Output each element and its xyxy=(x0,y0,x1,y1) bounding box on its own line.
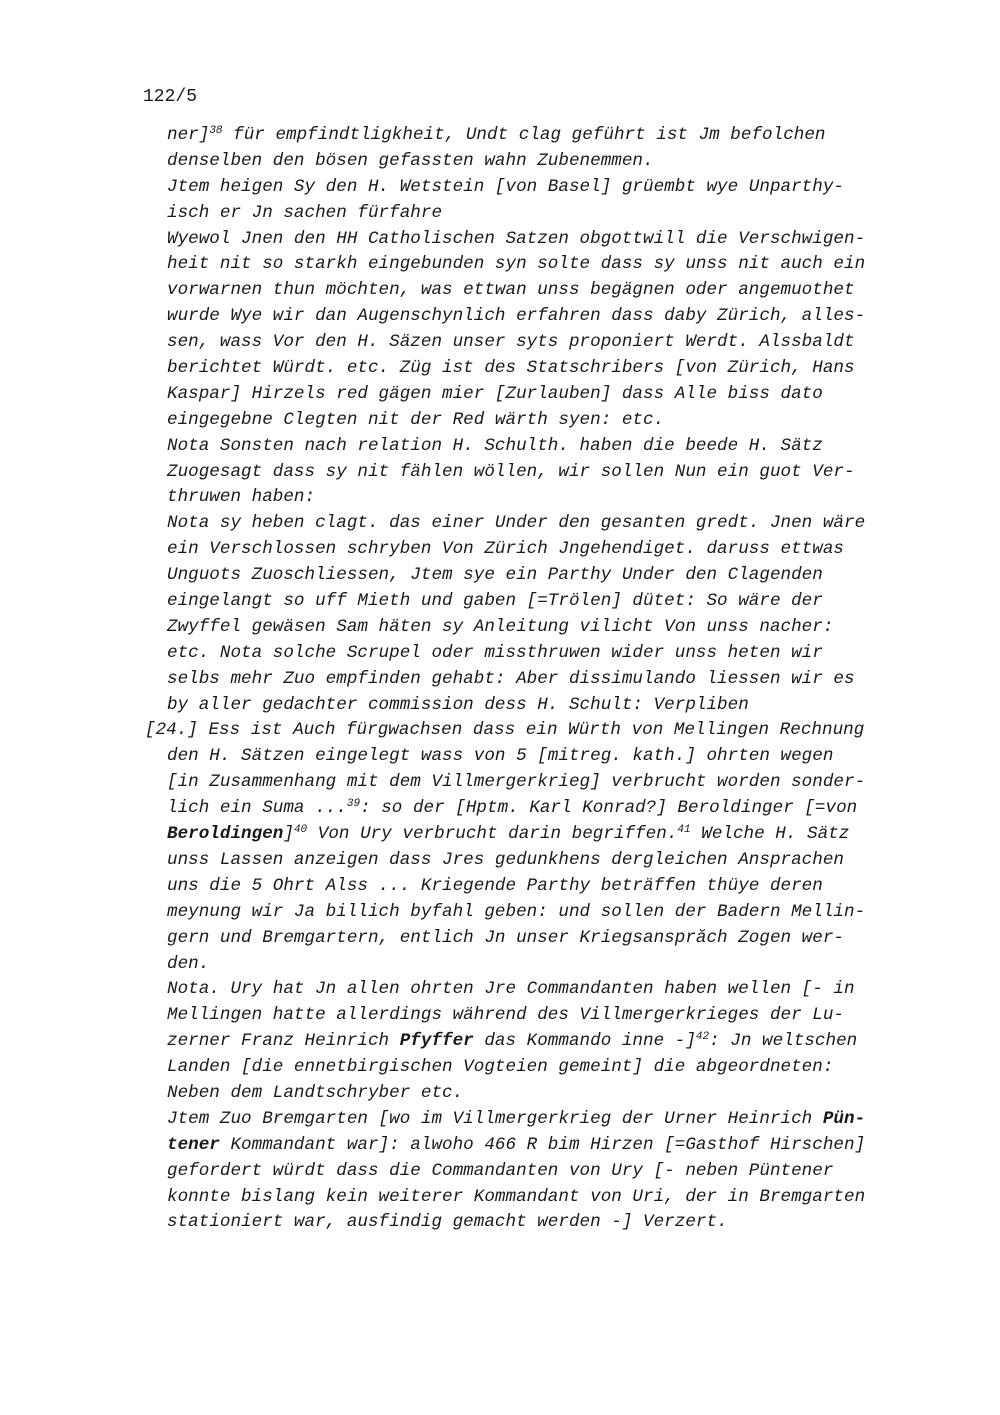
text-segment: by aller gedachter commission dess H. Schult: Verpliben xyxy=(167,694,749,715)
text-line xyxy=(167,252,927,278)
text-line xyxy=(167,693,927,719)
text-segment: ] xyxy=(283,824,294,845)
text-line xyxy=(167,770,927,796)
text-line xyxy=(167,848,927,874)
text-segment: sen, wass Vor den H. Säzen unser syts proponiert Werdt. Alssbaldt xyxy=(167,332,855,353)
text-segment: heit nit so starkh eingebunden syn solte dass sy unss nit auch ein xyxy=(167,254,866,275)
text-segment: Neben dem Landtschryber etc. xyxy=(167,1082,464,1103)
text-line xyxy=(167,149,927,175)
text-line xyxy=(167,1210,927,1236)
text-segment: eingegebne Clegten nit der Red wärth syen: etc. xyxy=(167,409,665,430)
page-number: 122/5 xyxy=(143,87,198,107)
text-segment: isch er Jn sachen fürfahre xyxy=(167,202,443,223)
text-line xyxy=(167,511,927,537)
text-segment: gern und Bremgartern, entlich Jn unser Kriegsansprăch Zogen wer- xyxy=(167,927,844,948)
text-line xyxy=(167,1185,927,1211)
text-segment: Nota sy heben clagt. das einer Under den gesanten gredt. Jnen wäre xyxy=(167,513,866,534)
text-segment: Kaspar] Hirzels red gägen mier [Zurlauben] dass Alle biss dato xyxy=(167,383,823,404)
text-line xyxy=(167,563,927,589)
text-line xyxy=(167,201,927,227)
text-segment: für empfindtligkheit, Undt clag geführt ist Jm befolchen xyxy=(222,125,826,145)
footnote-ref: 41 xyxy=(677,824,691,837)
text-segment: Zuogesagt dass sy nit fählen wöllen, wir sollen Nun ein guot Ver- xyxy=(167,461,855,482)
text-segment: konnte bislang kein weiterer Kommandant von Uri, der in Bremgarten xyxy=(167,1186,866,1207)
text-segment: vorwarnen thun möchten, was ettwan unss begägnen oder angemuothet xyxy=(167,280,855,301)
text-segment: gefordert würdt dass die Commandanten von Ury [- neben Püntener xyxy=(167,1160,834,1181)
text-segment: wurde Wye wir dan Augenschynlich erfahren dass daby Zürich, alles- xyxy=(167,306,866,327)
footnote-ref: 38 xyxy=(209,125,223,137)
text-line xyxy=(167,667,927,693)
text-line xyxy=(167,1003,927,1029)
text-segment: lich ein Suma ... xyxy=(167,798,347,819)
text-segment: denselben den bösen gefassten wahn Zubenemmen. xyxy=(167,150,654,171)
text-segment: : Jn weltschen xyxy=(709,1031,858,1052)
text-line xyxy=(167,356,927,382)
bold-name: Pün- xyxy=(822,1108,866,1129)
footnote-ref: 42 xyxy=(695,1031,710,1044)
text-line xyxy=(167,1159,927,1185)
text-line xyxy=(167,1107,927,1133)
text-segment: Nota. Ury hat Jn allen ohrten Jre Commandanten haben wellen [- in xyxy=(167,979,855,1000)
text-segment: eingelangt so uff Mieth und gaben [=Trölen] dütet: So wäre der xyxy=(167,591,823,612)
text-line xyxy=(167,434,927,460)
text-segment: Jtem Zuo Bremgarten [wo im Villmergerkrieg der Urner Heinrich xyxy=(167,1108,823,1129)
text-segment: Landen [die ennetbirgischen Vogteien gemeint] die abgeordneten: xyxy=(167,1057,834,1078)
text-line xyxy=(167,175,927,201)
text-segment: [in Zusammenhang mit dem Villmergerkrieg] verbrucht worden sonder- xyxy=(167,772,866,793)
text-segment: etc. Nota solche Scrupel oder missthruwen wider unss heten wir xyxy=(167,642,823,663)
text-segment: Zwyffel gewäsen Sam häten sy Anleitung vilicht Von unss nacher: xyxy=(167,616,834,637)
text-line xyxy=(167,952,927,978)
text-line xyxy=(167,589,927,615)
text-line xyxy=(167,460,927,486)
text-line xyxy=(167,796,927,822)
text-line xyxy=(167,977,927,1003)
text-line xyxy=(167,1133,927,1159)
document-body xyxy=(145,123,927,1236)
text-line xyxy=(167,537,927,563)
text-segment: uns die 5 Ohrt Alss ... Kriegende Parthy beträffen thüye deren xyxy=(167,875,823,896)
text-line xyxy=(145,718,927,744)
text-segment: Wyewol Jnen den HH Catholischen Satzen obgottwill die Verschwigen- xyxy=(167,228,866,249)
text-segment: meynung wir Ja billich byfahl geben: und sollen der Badern Mellin- xyxy=(167,901,866,922)
text-line xyxy=(167,227,927,253)
text-segment: zerner Franz Heinrich xyxy=(167,1031,400,1052)
text-line xyxy=(167,382,927,408)
text-line xyxy=(167,278,927,304)
text-segment: Kommandant war]: alwoho 466 R bim Hirzen [=Gasthof Hirschen] xyxy=(219,1134,866,1155)
text-line xyxy=(167,408,927,434)
text-segment: [24.] Ess ist Auch fürgwachsen dass ein Würth von Mellingen Rechnung xyxy=(145,720,865,741)
text-segment: ein Verschlossen schryben Von Zürich Jngehendiget. daruss ettwas xyxy=(167,539,844,560)
text-segment: Mellingen hatte allerdings während des Villmergerkrieges der Lu- xyxy=(167,1005,844,1026)
text-segment: thruwen haben: xyxy=(167,487,316,508)
text-segment: Unguots Zuoschliessen, Jtem sye ein Parthy Under den Clagenden xyxy=(167,565,823,586)
text-segment: Von Ury verbrucht darin begriffen. xyxy=(307,824,678,845)
footnote-ref: 40 xyxy=(293,824,308,837)
text-segment: : so der [Hptm. Karl Konrad?] Beroldinger [=von xyxy=(360,798,858,819)
text-segment: stationiert war, ausfindig gemacht werden -] Verzert. xyxy=(167,1212,728,1233)
bold-name: tener xyxy=(167,1134,220,1155)
text-segment: den H. Sätzen eingelegt wass von 5 [mitreg. kath.] ohrten wegen xyxy=(167,746,834,767)
bold-name: Pfyffer xyxy=(399,1031,474,1052)
text-line xyxy=(167,1081,927,1107)
text-line xyxy=(167,615,927,641)
text-line xyxy=(167,744,927,770)
text-line xyxy=(167,641,927,667)
text-segment: den. xyxy=(167,953,210,974)
text-line xyxy=(167,330,927,356)
text-segment: selbs mehr Zuo empfinden gehabt: Aber dissimulando liessen wir es xyxy=(167,668,855,689)
text-line xyxy=(167,1029,927,1055)
text-segment: Welche H. Sätz xyxy=(690,824,850,845)
text-line xyxy=(167,304,927,330)
text-line xyxy=(167,822,927,848)
text-line xyxy=(167,926,927,952)
text-segment: berichtet Würdt. etc. Züg ist des Statschribers [von Zürich, Hans xyxy=(167,358,855,379)
text-line xyxy=(167,900,927,926)
text-segment: Jtem heigen Sy den H. Wetstein [von Basel] grüembt wye Unparthy- xyxy=(167,176,844,197)
text-line xyxy=(167,485,927,511)
text-segment: Nota Sonsten nach relation H. Schulth. haben die beede H. Sätz xyxy=(167,435,823,456)
footnote-ref: 39 xyxy=(346,798,361,811)
text-line xyxy=(167,123,927,149)
text-line xyxy=(167,874,927,900)
text-segment: ner] xyxy=(167,125,210,145)
text-segment: unss Lassen anzeigen dass Jres gedunkhens dergleichen Ansprachen xyxy=(167,849,844,870)
text-line xyxy=(167,1055,927,1081)
text-segment: das Kommando inne -] xyxy=(473,1031,696,1052)
bold-name: Beroldingen xyxy=(167,824,284,845)
